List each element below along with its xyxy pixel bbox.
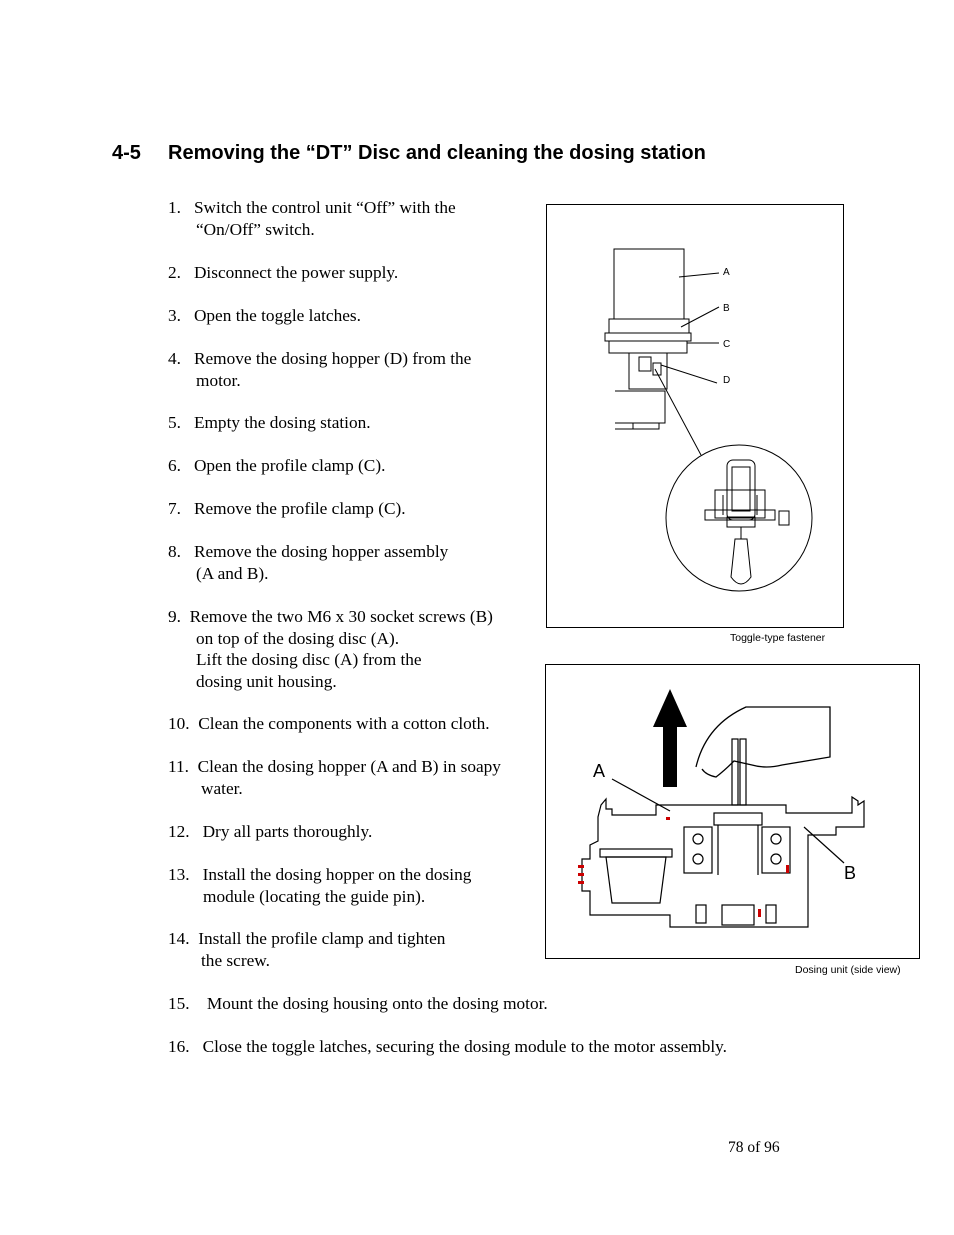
step-text: Remove the two M6 x 30 socket screws (B) [189, 607, 493, 626]
step-number: 9. [168, 607, 181, 626]
step-3 [168, 305, 361, 327]
step-14 [168, 928, 445, 971]
step-text: (A and B). [196, 563, 269, 583]
page-number: 78 of 96 [728, 1139, 780, 1156]
step-text: motor. [196, 370, 241, 390]
step-text: on top of the dosing disc (A). [196, 628, 400, 648]
section-number: 4-5 [112, 142, 141, 164]
step-number: 8. [168, 542, 181, 561]
step-number: 2. [168, 263, 181, 282]
figure-toggle-fastener [546, 204, 844, 628]
step-text: Lift the dosing disc (A) from the [196, 650, 422, 670]
step-10 [168, 713, 490, 735]
step-6 [168, 455, 385, 477]
step-1 [168, 197, 456, 240]
step-text: the screw. [201, 950, 270, 970]
step-number: 3. [168, 306, 181, 325]
label-b: B [844, 863, 857, 883]
step-text: Clean the dosing hopper (A and B) in soapy [197, 757, 501, 776]
label-b: B [723, 303, 730, 314]
step-text: Remove the profile clamp (C). [193, 499, 406, 518]
step-text: module (locating the guide pin). [203, 886, 426, 906]
step-text: Open the toggle latches. [193, 306, 361, 325]
step-text: Close the toggle latches, securing the dosing module to the motor assembly. [202, 1037, 727, 1056]
step-text: Dry all parts thoroughly. [202, 822, 373, 841]
step-text: Mount the dosing housing onto the dosing motor. [206, 994, 548, 1013]
hand-icon [696, 707, 830, 777]
step-text: Switch the control unit “Off” with the [193, 198, 456, 217]
step-number: 14. [168, 929, 190, 948]
label-d: D [723, 375, 731, 386]
step-12 [168, 821, 372, 843]
step-text: Disconnect the power supply. [193, 263, 399, 282]
up-arrow-icon [653, 689, 687, 787]
step-16 [168, 1036, 727, 1058]
step-number: 1. [168, 198, 181, 217]
step-number: 13. [168, 865, 190, 884]
step-2 [168, 262, 398, 284]
step-text: Remove the dosing hopper assembly [193, 542, 449, 561]
step-9 [168, 606, 493, 692]
step-number: 11. [168, 757, 189, 776]
step-number: 7. [168, 499, 181, 518]
step-number: 12. [168, 822, 190, 841]
figure-caption: Dosing unit (side view) [795, 964, 901, 976]
label-a: A [593, 761, 606, 781]
step-4 [168, 348, 471, 391]
section-title: Removing the “DT” Disc and cleaning the dosing station [168, 142, 706, 164]
figure-dosing-unit [545, 664, 920, 959]
step-text: Remove the dosing hopper (D) from the [193, 349, 472, 368]
label-c: C [723, 339, 731, 350]
step-text: water. [201, 778, 243, 798]
label-a: A [723, 267, 730, 278]
step-11 [168, 756, 501, 799]
step-8 [168, 541, 448, 584]
step-number: 15. [168, 994, 190, 1013]
step-text: Clean the components with a cotton cloth. [198, 714, 490, 733]
step-number: 5. [168, 413, 181, 432]
figure-caption: Toggle-type fastener [730, 632, 826, 644]
step-number: 6. [168, 456, 181, 475]
step-text: Open the profile clamp (C). [193, 456, 386, 475]
toggle-fastener-drawing [547, 205, 843, 627]
step-text: Install the dosing hopper on the dosing [202, 865, 472, 884]
step-number: 4. [168, 349, 181, 368]
dosing-unit-drawing [546, 665, 919, 958]
step-5 [168, 412, 371, 434]
step-number: 10. [168, 714, 190, 733]
step-7 [168, 498, 406, 520]
step-text: dosing unit housing. [196, 671, 337, 691]
step-text: Install the profile clamp and tighten [198, 929, 446, 948]
step-13 [168, 864, 471, 907]
step-15 [168, 993, 548, 1015]
section-heading [112, 142, 706, 165]
step-text: “On/Off” switch. [196, 219, 315, 239]
step-number: 16. [168, 1037, 190, 1056]
step-text: Empty the dosing station. [193, 413, 371, 432]
